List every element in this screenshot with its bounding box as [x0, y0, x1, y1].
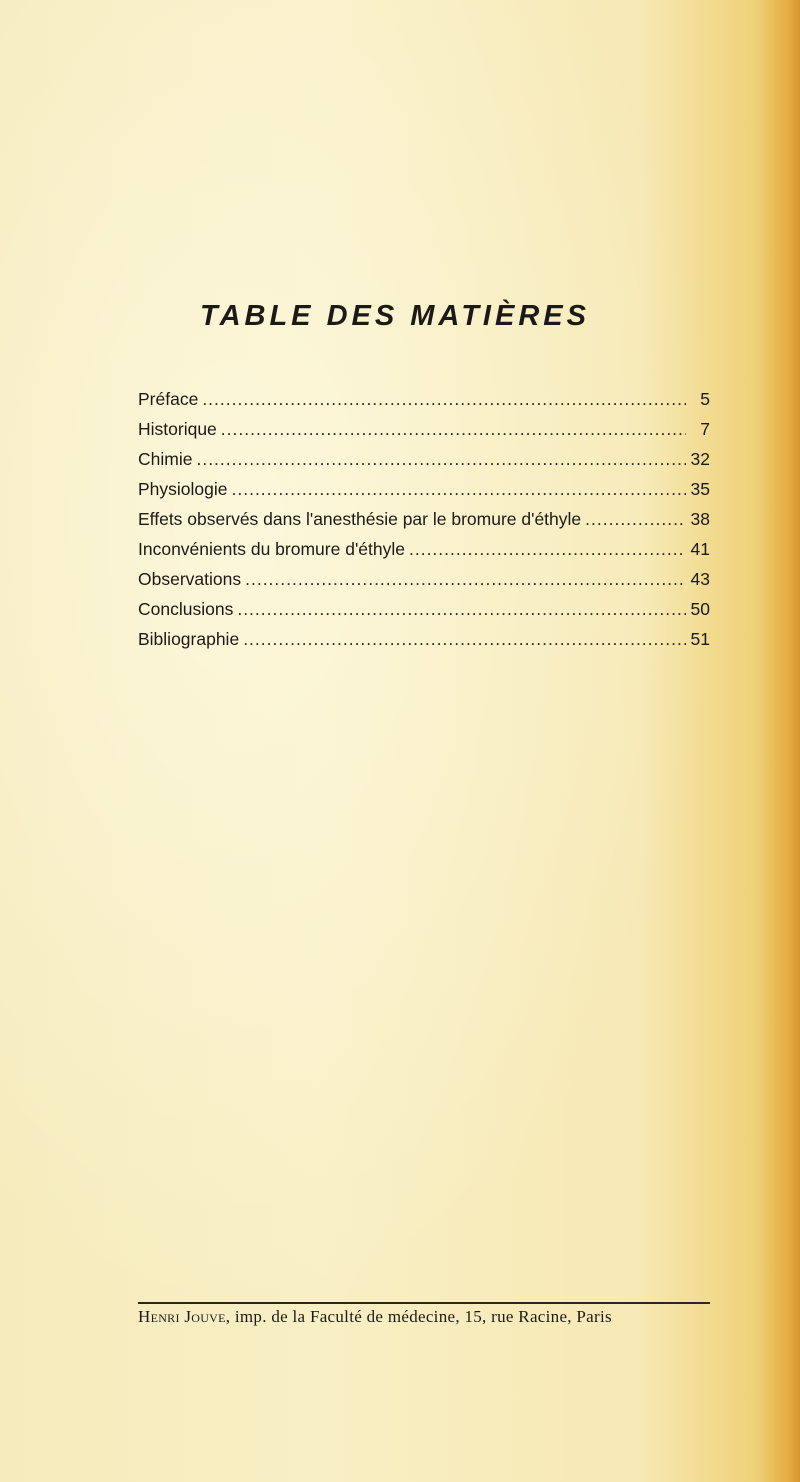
table-of-contents: [138, 389, 710, 659]
toc-entry-page: 5: [700, 389, 710, 409]
toc-entry-inconvenients: [138, 539, 710, 569]
toc-leader-dots: [585, 509, 686, 530]
printer-name: Henri Jouve: [138, 1307, 226, 1326]
toc-leader-dots: [221, 419, 686, 440]
toc-leader-dots: [237, 599, 686, 620]
toc-entry-page: 32: [690, 449, 710, 469]
toc-leader-dots: [202, 389, 686, 410]
toc-entry-page: 43: [690, 569, 710, 589]
toc-leader-dots: [243, 629, 686, 650]
toc-entry-page: 41: [690, 539, 710, 559]
toc-entry-page: 50: [690, 599, 710, 619]
toc-entry-label: Inconvénients du bromure d'éthyle: [138, 539, 405, 559]
toc-entry-label: Chimie: [138, 449, 193, 469]
toc-entry-label: Physiologie: [138, 479, 228, 499]
toc-entry-chimie: [138, 449, 710, 479]
toc-entry-label: Observations: [138, 569, 242, 589]
toc-entry-physiologie: [138, 479, 710, 509]
footer-divider: [138, 1302, 710, 1304]
toc-leader-dots: [409, 539, 686, 560]
toc-leader-dots: [232, 479, 687, 500]
toc-entry-observations: [138, 569, 710, 599]
toc-entry-label: Historique: [138, 419, 217, 439]
toc-entry-page: 35: [690, 479, 710, 499]
toc-entry-preface: [138, 389, 710, 419]
toc-entry-page: 38: [690, 509, 710, 529]
toc-leader-dots: [196, 449, 686, 470]
toc-entry-label: Effets observés dans l'anesthésie par le bromure d'éthyle: [138, 509, 582, 529]
printer-details: , imp. de la Faculté de médecine, 15, rue Racine, Paris: [225, 1307, 612, 1326]
toc-entry-page: 7: [700, 419, 710, 439]
toc-entry-bibliographie: [138, 629, 710, 659]
toc-entry-page: 51: [690, 629, 710, 649]
printer-imprint: [138, 1307, 718, 1327]
page-title: TABLE DES MATIÈRES: [200, 300, 590, 332]
toc-entry-label: Préface: [138, 389, 199, 409]
toc-entry-label: Bibliographie: [138, 629, 240, 649]
toc-entry-effets: [138, 509, 710, 539]
toc-entry-label: Conclusions: [138, 599, 234, 619]
toc-entry-conclusions: [138, 599, 710, 629]
toc-leader-dots: [245, 569, 686, 590]
toc-entry-historique: [138, 419, 710, 449]
